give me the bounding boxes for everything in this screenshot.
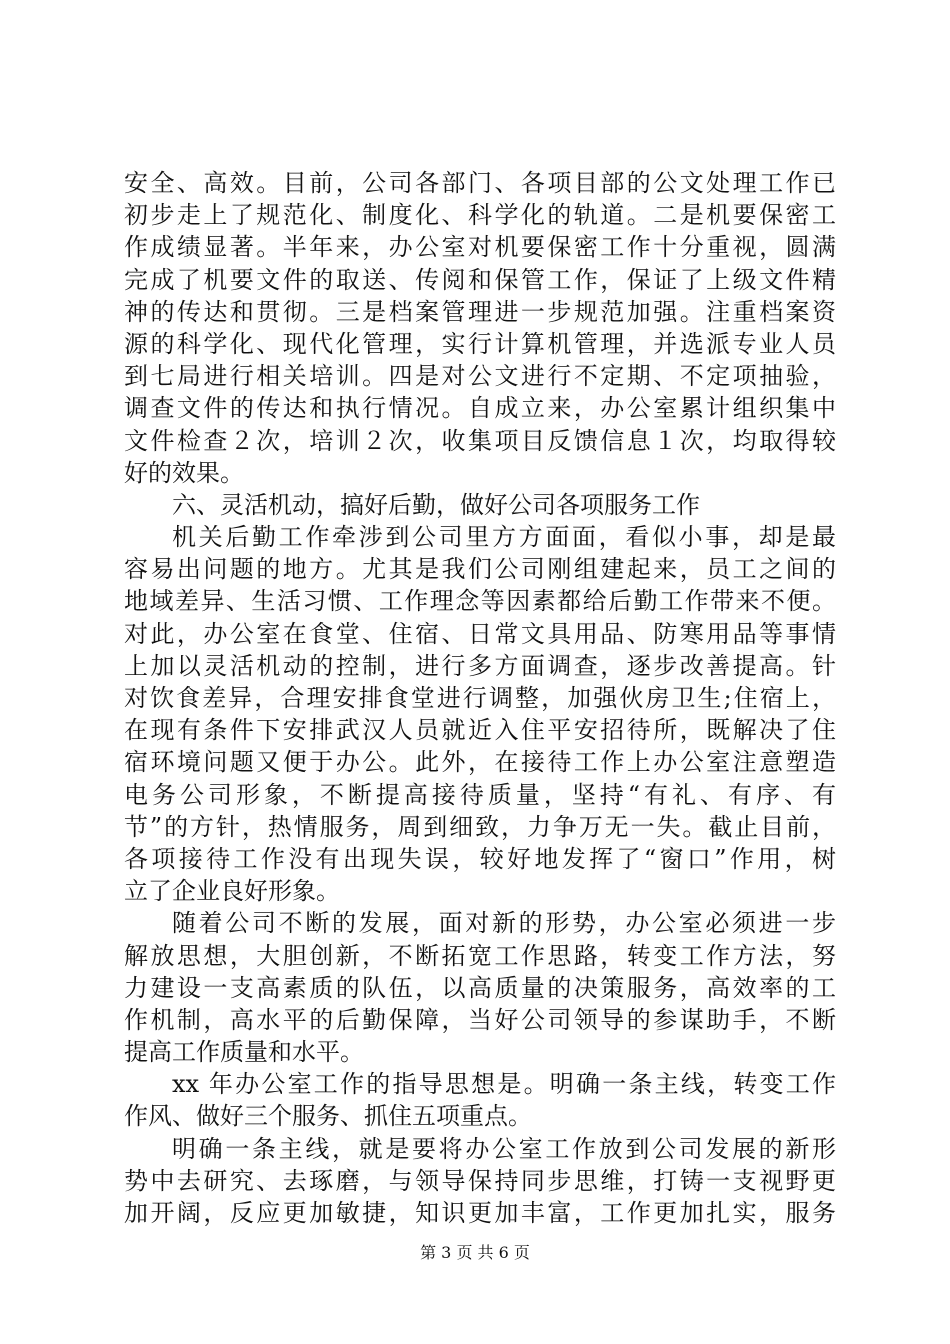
text-line: 到七局进行相关培训。四是对公文进行不定期、不定项抽验， <box>124 362 836 391</box>
body-text <box>124 167 836 1229</box>
text-line: 完成了机要文件的取送、传阅和保管工作，保证了上级文件精 <box>124 265 836 294</box>
section-heading: 六、灵活机动，搞好后勤，做好公司各项服务工作 <box>172 490 700 519</box>
text-line: 好的效果。 <box>124 458 244 487</box>
text-line: 初步走上了规范化、制度化、科学化的轨道。二是机要保密工 <box>124 201 836 230</box>
text-line: 电务公司形象，不断提高接待质量，坚持“有礼、有序、有 <box>124 780 836 809</box>
text-line: 加开阔，反应更加敏捷，知识更加丰富，工作更加扎实，服务 <box>124 1199 836 1227</box>
text-line: 上加以灵活机动的控制，进行多方面调查，逐步改善提高。针 <box>124 651 836 680</box>
text-line: 各项接待工作没有出现失误，较好地发挥了“窗口”作用，树 <box>124 844 836 873</box>
text-line: 神的传达和贯彻。三是档案管理进一步规范加强。注重档案资 <box>124 297 836 326</box>
text-line: 源的科学化、现代化管理，实行计算机管理，并选派专业人员 <box>124 329 836 358</box>
text-line: 随着公司不断的发展，面对新的形势，办公室必须进一步 <box>172 909 836 938</box>
text-line: 节”的方针，热情服务，周到细致，力争万无一失。截止目前， <box>124 812 836 841</box>
text-line: 地域差异、生活习惯、工作理念等因素都给后勤工作带来不便。 <box>124 587 836 616</box>
text-line: 作成绩显著。半年来，办公室对机要保密工作十分重视，圆满 <box>124 233 836 262</box>
text-line: 机关后勤工作牵涉到公司里方方面面，看似小事，却是最 <box>172 523 836 552</box>
text-line: 作风、做好三个服务、抓住五项重点。 <box>124 1102 532 1131</box>
text-line: 宿环境问题又便于办公。此外，在接待工作上办公室注意塑造 <box>124 748 836 777</box>
text-line: 容易出问题的地方。尤其是我们公司刚组建起来，员工之间的 <box>124 555 836 584</box>
text-line: xx 年办公室工作的指导思想是。明确一条主线，转变工作 <box>172 1070 836 1099</box>
text-line: 对此，办公室在食堂、住宿、日常文具用品、防寒用品等事情 <box>124 619 836 648</box>
text-line: 作机制，高水平的后勤保障，当好公司领导的参谋助手，不断 <box>124 1005 836 1034</box>
text-line: 对饮食差异，合理安排食堂进行调整，加强伙房卫生;住宿上， <box>124 684 836 712</box>
text-line: 文件检查２次，培训２次，收集项目反馈信息１次，均取得较 <box>124 426 836 455</box>
text-line: 明确一条主线，就是要将办公室工作放到公司发展的新形 <box>172 1134 836 1163</box>
text-line: 安全、高效。目前，公司各部门、各项目部的公文处理工作已 <box>124 169 836 197</box>
text-line: 在现有条件下安排武汉人员就近入住平安招待所，既解决了住 <box>124 716 836 745</box>
text-line: 立了企业良好形象。 <box>124 877 340 906</box>
page-number-footer: 第 3 页 共 6 页 <box>420 1243 530 1262</box>
text-line: 调查文件的传达和执行情况。自成立来，办公室累计组织集中 <box>124 394 836 423</box>
text-line: 势中去研究、去琢磨，与领导保持同步思维，打铸一支视野更 <box>124 1166 836 1195</box>
text-line: 力建设一支高素质的队伍，以高质量的决策服务，高效率的工 <box>124 973 836 1002</box>
text-line: 提高工作质量和水平。 <box>124 1038 364 1067</box>
text-line: 解放思想，大胆创新，不断拓宽工作思路，转变工作方法，努 <box>124 941 836 970</box>
